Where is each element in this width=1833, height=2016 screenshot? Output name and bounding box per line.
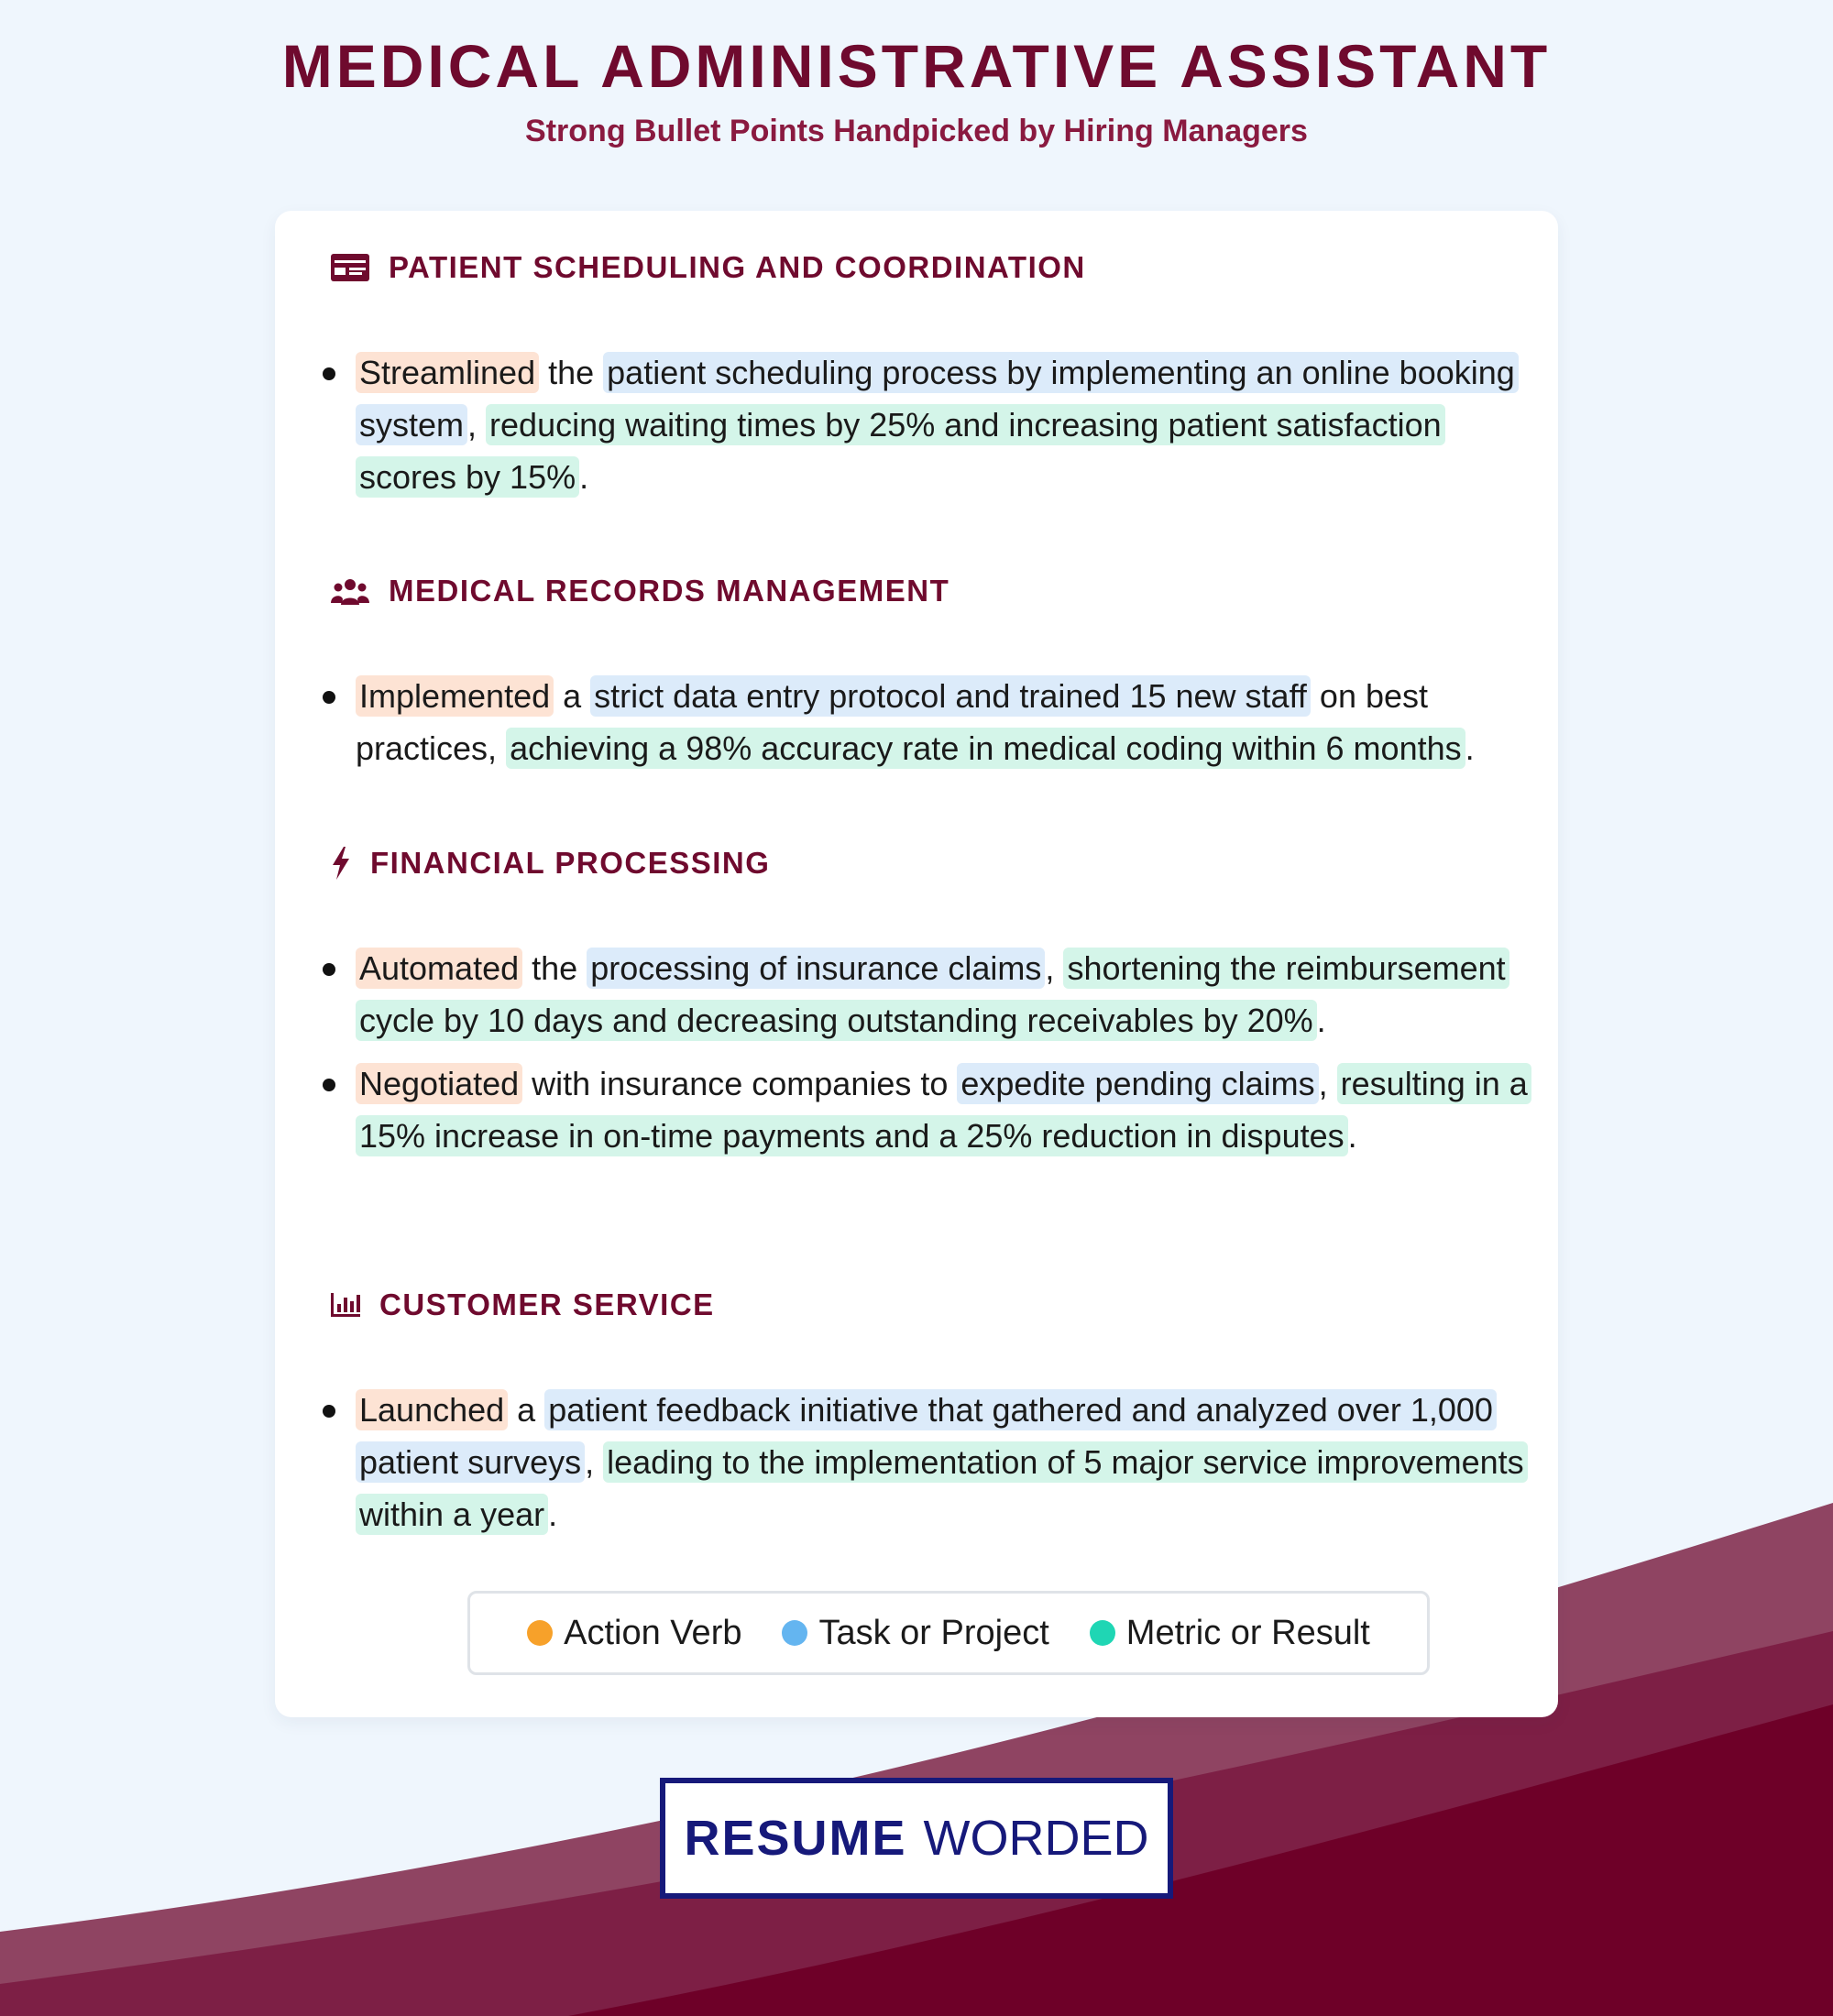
bullet-text: a [508, 1391, 545, 1429]
logo-word-worded: WORDED [923, 1811, 1149, 1866]
bullet-text: . [579, 458, 589, 496]
bullet-text: . [1465, 729, 1475, 767]
section-customer-service [330, 1285, 1531, 1551]
section-header [330, 247, 1531, 288]
section-title: CUSTOMER SERVICE [379, 1287, 715, 1321]
action-verb-highlight: Implemented [356, 675, 554, 717]
lightning-icon [330, 847, 352, 880]
bullet-text: , [467, 406, 487, 444]
action-verb-highlight: Automated [356, 948, 522, 989]
users-icon [330, 575, 370, 608]
bullet-point [350, 346, 1531, 503]
bullet-point [350, 942, 1531, 1046]
bullet-text: , [585, 1443, 604, 1481]
bullet-text: , [1045, 949, 1064, 987]
logo-word-resume: RESUME [684, 1811, 907, 1866]
metric-highlight: leading to the implementation of 5 major service improvements within a year [356, 1441, 1528, 1535]
bullet-points-card [275, 211, 1558, 1717]
bullet-point [350, 1384, 1531, 1540]
bullet-text: on best practices, [356, 677, 1429, 767]
section-title: PATIENT SCHEDULING AND COORDINATION [389, 250, 1086, 284]
task-highlight: patient scheduling process by implementing an online booking system [356, 352, 1519, 445]
legend-item-task-or-project [782, 1614, 1048, 1653]
bullet-point [350, 670, 1531, 774]
id-card-icon [330, 251, 370, 284]
legend-label: Task or Project [818, 1613, 1049, 1652]
section-header [330, 1285, 1531, 1325]
metric-highlight: resulting in a 15% increase in on-time payments and a 25% reduction in disputes [356, 1063, 1531, 1156]
bullet-text: , [1318, 1065, 1337, 1102]
legend-item-metric-or-result [1090, 1614, 1370, 1653]
bullet-point [350, 1057, 1531, 1162]
bar-chart-icon [330, 1288, 361, 1321]
bullet-text: . [548, 1496, 558, 1533]
section-medical-records [330, 571, 1531, 785]
bullet-list [330, 670, 1531, 774]
legend-item-action-verb [527, 1614, 741, 1653]
section-financial-processing [330, 843, 1531, 1173]
task-highlight: strict data entry protocol and trained 15 new staff [590, 675, 1311, 717]
task-highlight: processing of insurance claims [587, 948, 1045, 989]
bullet-text: . [1316, 1002, 1326, 1039]
bullet-text: with insurance companies to [522, 1065, 958, 1102]
metric-highlight: reducing waiting times by 25% and increasing patient satisfaction scores by 15% [356, 404, 1445, 498]
action-verb-highlight: Launched [356, 1389, 508, 1430]
highlight-legend [467, 1591, 1430, 1675]
bullet-text: the [539, 354, 604, 391]
resume-worded-logo[interactable] [660, 1778, 1173, 1899]
blue-dot-icon [782, 1620, 807, 1646]
bullet-list [330, 942, 1531, 1162]
task-highlight: patient feedback initiative that gathered and analyzed over 1,000 patient surveys [356, 1389, 1497, 1483]
bullet-text: the [522, 949, 587, 987]
page-title: MEDICAL ADMINISTRATIVE ASSISTANT [281, 32, 1552, 100]
bullet-list [330, 346, 1531, 503]
metric-highlight: shortening the reimbursement cycle by 10 days and decreasing outstanding receivables by 20% [356, 948, 1509, 1041]
orange-dot-icon [527, 1620, 553, 1646]
metric-highlight: achieving a 98% accuracy rate in medical coding within 6 months [506, 728, 1465, 769]
section-header [330, 843, 1531, 883]
bullet-text: a [554, 677, 591, 715]
bullet-text: . [1347, 1117, 1357, 1155]
section-title: MEDICAL RECORDS MANAGEMENT [389, 574, 950, 608]
legend-label: Action Verb [564, 1613, 742, 1652]
action-verb-highlight: Streamlined [356, 352, 539, 393]
section-title: FINANCIAL PROCESSING [370, 846, 771, 880]
bullet-list [330, 1384, 1531, 1540]
task-highlight: expedite pending claims [957, 1063, 1318, 1104]
teal-dot-icon [1090, 1620, 1115, 1646]
section-header [330, 571, 1531, 611]
legend-label: Metric or Result [1125, 1613, 1370, 1652]
section-patient-scheduling [330, 247, 1531, 514]
page-subtitle: Strong Bullet Points Handpicked by Hiring Managers [525, 114, 1308, 148]
action-verb-highlight: Negotiated [356, 1063, 522, 1104]
